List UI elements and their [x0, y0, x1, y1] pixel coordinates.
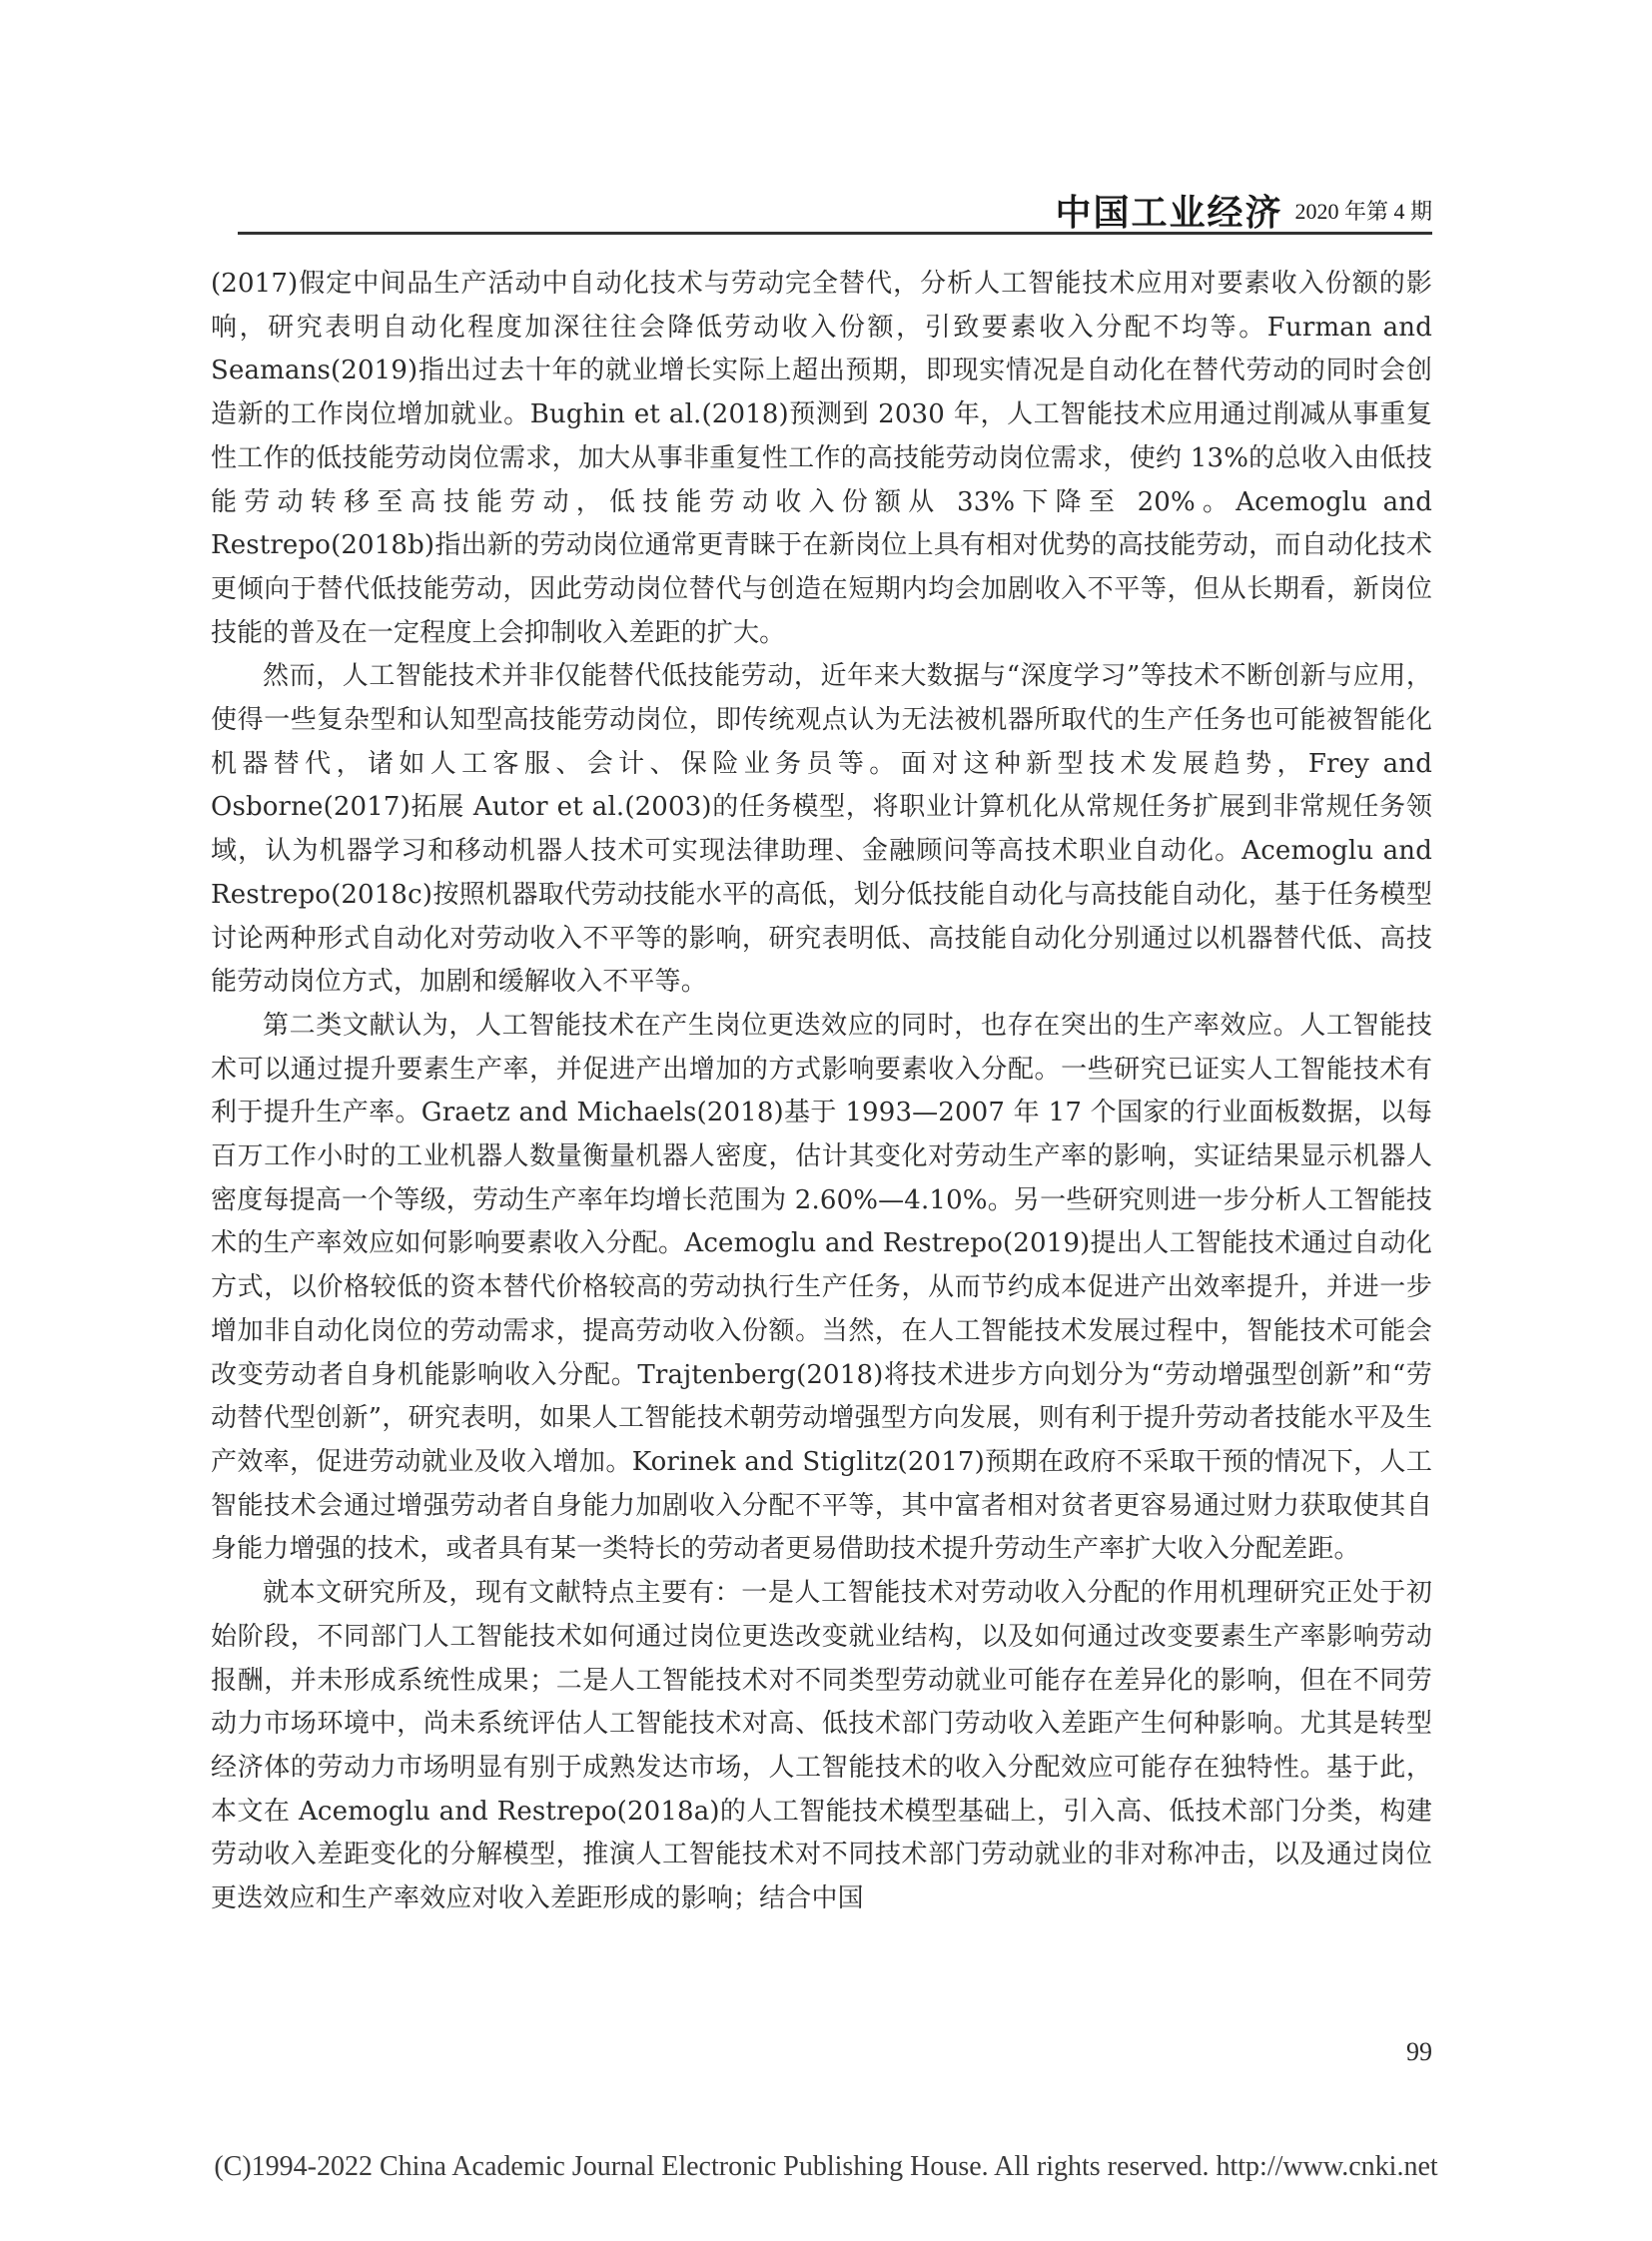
- body-text: [211, 263, 1432, 1921]
- journal-name: 中国工业经济: [1055, 192, 1283, 234]
- paragraph: 然而，人工智能技术并非仅能替代低技能劳动，近年来大数据与“深度学习”等技术不断创新与应用，使得一些复杂型和认知型高技能劳动岗位，即传统观点认为无法被机器所取代的生产任务也可能被智能化机器替代，诸如人工客服、会计、保险业务员等。面对这种新型技术发展趋势，Frey and Osborne(2017)拓展 Autor et al.(2003)的任务模型，将职业计算机化从常规任务扩展到非常规任务领域，认为机器学习和移动机器人技术可实现法律助理、金融顾问等高技术职业自动化。Acemoglu and Restrepo(2018c)按照机器取代劳动技能水平的高低，划分低技能自动化与高技能自动化，基于任务模型讨论两种形式自动化对劳动收入不平等的影响，研究表明低、高技能自动化分别通过以机器替代低、高技能劳动岗位方式，加剧和缓解收入不平等。: [211, 661, 1432, 998]
- issue-label: 2020 年第 4 期: [1294, 199, 1432, 224]
- running-header: [238, 185, 1432, 234]
- header-rule: [238, 232, 1432, 235]
- page-number: 99: [1406, 2037, 1432, 2066]
- paragraph: 第二类文献认为，人工智能技术在产生岗位更迭效应的同时，也存在突出的生产率效应。人工智能技术可以通过提升要素生产率，并促进产出增加的方式影响要素收入分配。一些研究已证实人工智能技术有利于提升生产率。Graetz and Michaels(2018)基于 1993—2007 年 17 个国家的行业面板数据，以每百万工作小时的工业机器人数量衡量机器人密度，估计其变化对劳动生产率的影响，实证结果显示机器人密度每提高一个等级，劳动生产率年均增长范围为 2.60%—4.10%。另一些研究则进一步分析人工智能技术的生产率效应如何影响要素收入分配。Acemoglu and Restrepo(2019)提出人工智能技术通过自动化方式，以价格较低的资本替代价格较高的劳动执行生产任务，从而节约成本促进产出效率提升，并进一步增加非自动化岗位的劳动需求，提高劳动收入份额。当然，在人工智能技术发展过程中，智能技术可能会改变劳动者自身机能影响收入分配。Trajtenberg(2018)将技术进步方向划分为“劳动增强型创新”和“劳动替代型创新”，研究表明，如果人工智能技术朝劳动增强型方向发展，则有利于提升劳动者技能水平及生产效率，促进劳动就业及收入增加。Korinek and Stiglitz(2017)预期在政府不采取干预的情况下，人工智能技术会通过增强劳动者自身能力加剧收入分配不平等，其中富者相对贫者更容易通过财力获取使其自身能力增强的技术，或者具有某一类特长的劳动者更易借助技术提升劳动生产率扩大收入分配差距。: [211, 1010, 1432, 1565]
- paragraph: 就本文研究所及，现有文献特点主要有：一是人工智能技术对劳动收入分配的作用机理研究正处于初始阶段，不同部门人工智能技术如何通过岗位更迭改变就业结构，以及如何通过改变要素生产率影响劳动报酬，并未形成系统性成果；二是人工智能技术对不同类型劳动就业可能存在差异化的影响，但在不同劳动力市场环境中，尚未系统评估人工智能技术对高、低技术部门劳动收入差距产生何种影响。尤其是转型经济体的劳动力市场明显有别于成熟发达市场，人工智能技术的收入分配效应可能存在独特性。基于此，本文在 Acemoglu and Restrepo(2018a)的人工智能技术模型基础上，引入高、低技术部门分类，构建劳动收入差距变化的分解模型，推演人工智能技术对不同技术部门劳动就业的非对称冲击，以及通过岗位更迭效应和生产率效应对收入差距形成的影响；结合中国: [211, 1578, 1432, 1914]
- copyright-footer: (C)1994-2022 China Academic Journal Electronic Publishing House. All rights reserved. http://www.cnki.net: [214, 2151, 1438, 2182]
- paragraph: (2017)假定中间品生产活动中自动化技术与劳动完全替代，分析人工智能技术应用对要素收入份额的影响，研究表明自动化程度加深往往会降低劳动收入份额，引致要素收入分配不均等。Furman and Seamans(2019)指出过去十年的就业增长实际上超出预期，即现实情况是自动化在替代劳动的同时会创造新的工作岗位增加就业。Bughin et al.(2018)预测到 2030 年，人工智能技术应用通过削减从事重复性工作的低技能劳动岗位需求，加大从事非重复性工作的高技能劳动岗位需求，使约 13%的总收入由低技能劳动转移至高技能劳动，低技能劳动收入份额从 33%下降至 20%。Acemoglu and Restrepo(2018b)指出新的劳动岗位通常更青睐于在新岗位上具有相对优势的高技能劳动，而自动化技术更倾向于替代低技能劳动，因此劳动岗位替代与创造在短期内均会加剧收入不平等，但从长期看，新岗位技能的普及在一定程度上会抑制收入差距的扩大。: [211, 269, 1432, 648]
